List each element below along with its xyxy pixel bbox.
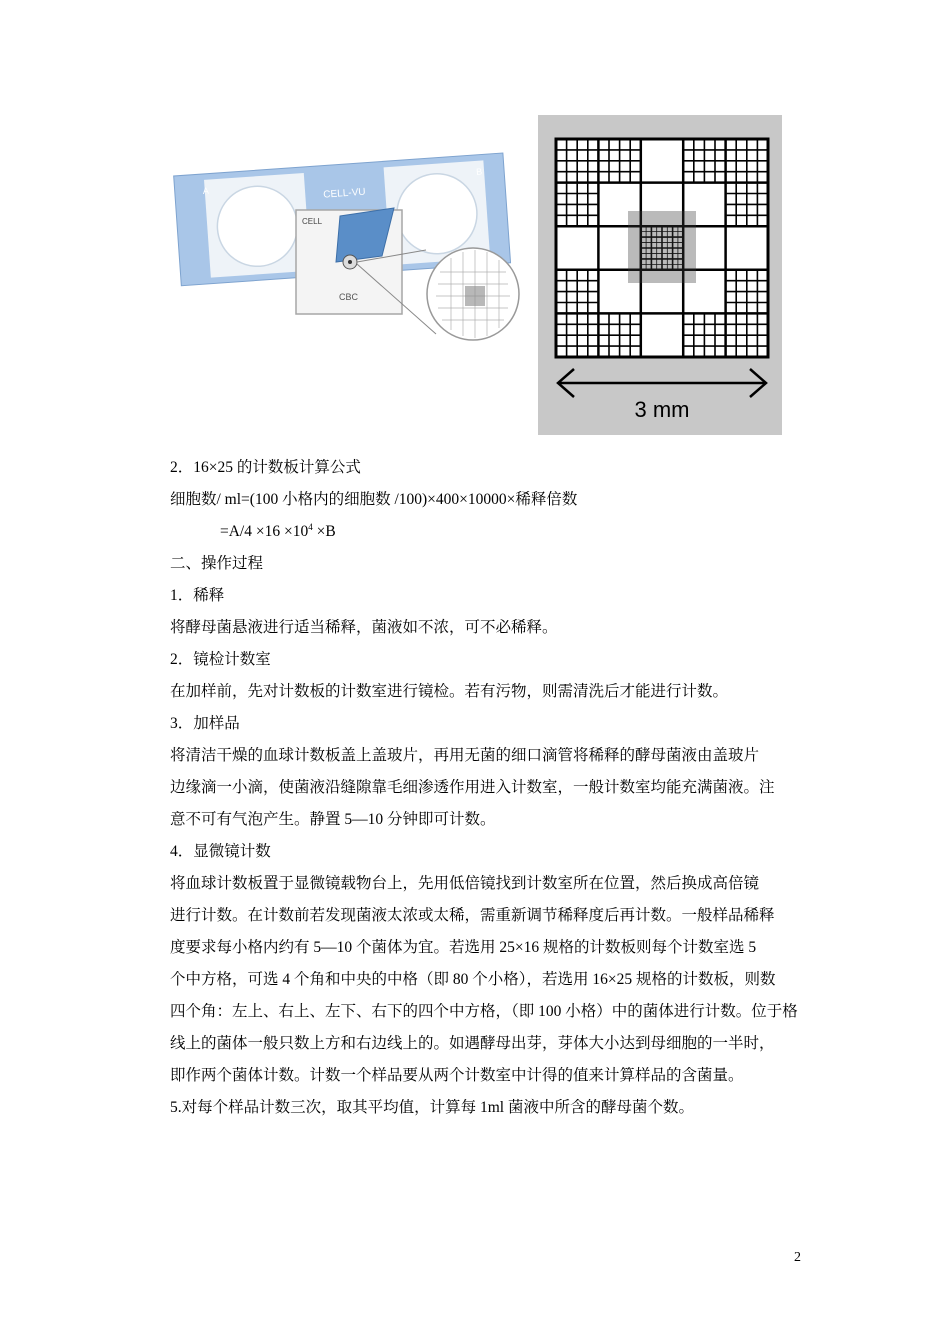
step-4-text: 四个角：左上、右上、左下、右下的四个中方格，（即 100 小格）中的菌体进行计数。位于格 bbox=[170, 1003, 798, 1020]
slide-label-b: B bbox=[475, 166, 483, 177]
grid-caption: 3 mm bbox=[634, 397, 690, 422]
step-2-title: 2．镜检计数室 bbox=[170, 651, 271, 668]
step-4-text: 线上的菌体一般只数上方和右边线上的。如遇酵母出芽，芽体大小达到母细胞的一半时， bbox=[170, 1035, 775, 1052]
step-3-text: 边缘滴一小滴，使菌液沿缝隙靠毛细渗透作用进入计数室，一般计数室均能充满菌液。注 bbox=[170, 779, 775, 796]
step-3-text: 将清洁干燥的血球计数板盖上盖玻片，再用无菌的细口滴管将稀释的酵母菌液由盖玻片 bbox=[170, 747, 760, 764]
slide-label-a: A bbox=[202, 185, 210, 197]
body-text bbox=[170, 452, 810, 1124]
brand-small-text: CELL bbox=[302, 217, 323, 226]
cbc-label: CBC bbox=[339, 292, 359, 302]
step-4-text: 即作两个菌体计数。计数一个样品要从两个计数室中计得的值来计算样品的含菌量。 bbox=[170, 1067, 744, 1084]
central-fine-square bbox=[628, 211, 696, 283]
formula-line-1: 细胞数/ ml=(100 小格内的细胞数 /100)×400×10000×稀释倍数 bbox=[170, 491, 578, 508]
formula-line-2: $=A/4 \times 16 \times 10^4 \times B$ bbox=[220, 521, 336, 540]
step-3-text: 意不可有气泡产生。静置 5—10 分钟即可计数。 bbox=[170, 811, 496, 828]
step-5-text: 5.对每个样品计数三次，取其平均值，计算每 1ml 菌液中所含的酵母菌个数。 bbox=[170, 1099, 694, 1116]
step-4-text: 将血球计数板置于显微镜载物台上，先用低倍镜找到计数室所在位置，然后换成高倍镜 bbox=[170, 875, 760, 892]
formula-heading: 2．16×25 的计数板计算公式 bbox=[170, 459, 361, 476]
double-arrow bbox=[558, 369, 766, 397]
step-1-text: 将酵母菌悬液进行适当稀释，菌液如不浓，可不必稀释。 bbox=[170, 619, 558, 636]
step-4-title: 4．显微镜计数 bbox=[170, 843, 271, 860]
step-4-text: 个中方格，可选 4 个角和中央的中格（即 80 个小格），若选用 16×25 规格的计数板，则数 bbox=[170, 971, 776, 988]
step-2-text: 在加样前，先对计数板的计数室进行镜检。若有污物，则需清洗后才能进行计数。 bbox=[170, 683, 729, 700]
procedure-heading: 二、操作过程 bbox=[170, 555, 264, 572]
step-3-title: 3．加样品 bbox=[170, 715, 240, 732]
step-4-text: 度要求每小格内约有 5—10 个菌体为宜。若选用 25×16 规格的计数板则每个计数室选 5 bbox=[170, 939, 757, 956]
brand-logo-text: CELL-VU bbox=[322, 186, 366, 201]
hemocytometer-slide-figure bbox=[168, 112, 528, 352]
step-4-text: 进行计数。在计数前若发现菌液太浓或太稀，需重新调节稀释度后再计数。一般样品稀释 bbox=[170, 907, 775, 924]
counting-grid-figure bbox=[538, 115, 782, 435]
page-number: 2 bbox=[794, 1250, 801, 1265]
step-1-title: 1．稀释 bbox=[170, 587, 225, 604]
